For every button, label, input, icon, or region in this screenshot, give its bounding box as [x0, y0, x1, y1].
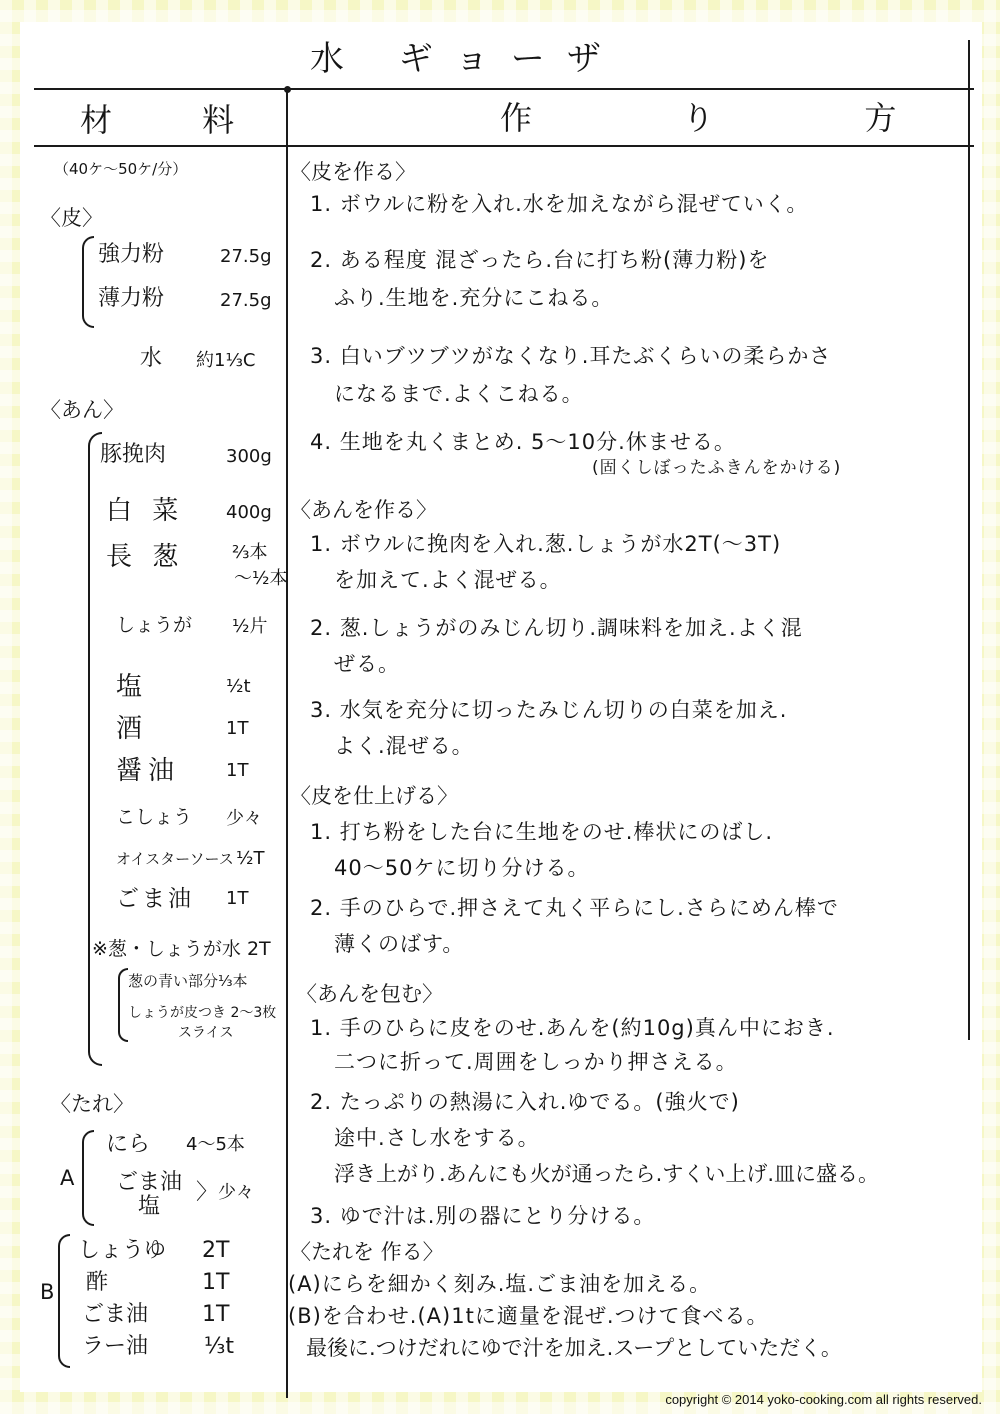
- copyright-notice: copyright © 2014 yoko-cooking.com all rights reserved.: [665, 1392, 982, 1407]
- ingredient-name: 塩: [138, 1194, 161, 1219]
- ingredient-name: 酒: [116, 714, 149, 744]
- method-line: 3. 水気を充分に切ったみじん切りの白菜を加え.: [310, 698, 788, 722]
- title-rule: [34, 88, 974, 90]
- ingredient-name: ごま油: [82, 1302, 149, 1327]
- ingredient-name: にら: [106, 1132, 151, 1157]
- sauce-a-qty: 少々: [218, 1182, 254, 1203]
- method-line: 二つに折って.周囲をしっかり押さえる。: [334, 1050, 738, 1074]
- note-bracket: [118, 968, 128, 1042]
- skin-section: 〈皮〉: [40, 206, 103, 230]
- wrap-method-title: 〈あんを包む〉: [296, 982, 443, 1006]
- ingredient-name: 長 葱: [106, 542, 185, 572]
- sauce-b-bracket: [58, 1234, 70, 1368]
- sauce-a-label: A: [60, 1166, 75, 1190]
- method-line: (A)にらを細かく刻み.塩.ごま油を加える。: [288, 1272, 712, 1296]
- ingredient-name: 酢: [86, 1270, 109, 1295]
- method-line: 1. 手のひらに皮をのせ.あんを(約10g)真ん中におき.: [310, 1016, 835, 1040]
- method-line: 2. ある程度 混ざったら.台に打ち粉(薄力粉)を: [310, 248, 770, 272]
- ingredient-name: ごま油: [116, 1170, 183, 1195]
- ingredient-qty: ½T: [236, 848, 265, 869]
- ingredient-qty: 1T: [226, 888, 249, 909]
- finish-method-title: 〈皮を仕上げる〉: [290, 784, 458, 808]
- method-heading: 作 り 方: [500, 99, 967, 137]
- ingredient-qty: 1T: [202, 1302, 230, 1327]
- method-line: 最後に.つけだれにゆで汁を加え.スープとしていただく。: [306, 1336, 842, 1360]
- ingredient-qty: ⅓t: [204, 1334, 234, 1359]
- method-line: 1. 打ち粉をした台に生地をのせ.棒状にのばし.: [310, 820, 774, 844]
- ingredient-name: 豚挽肉: [100, 442, 167, 467]
- header-rule: [34, 145, 974, 147]
- method-line: 浮き上がり.あんにも火が通ったら.すくい上げ.皿に盛る。: [334, 1162, 880, 1186]
- ingredient-qty: 27.5g: [220, 246, 272, 267]
- method-line: 1. ボウルに粉を入れ.水を加えながら混ぜていく。: [310, 192, 809, 216]
- sauce-b-label: B: [40, 1280, 55, 1304]
- ingredient-name: しょうゆ: [78, 1238, 167, 1263]
- filling-bracket: [88, 432, 102, 1066]
- shared-chevron: 〉: [196, 1180, 219, 1205]
- ingredient-qty-alt: ～½本: [234, 568, 288, 589]
- recipe-sheet: [20, 22, 982, 1392]
- ingredient-name: 強力粉: [98, 242, 165, 267]
- note-line: スライス: [178, 1025, 234, 1041]
- ingredient-qty: 少々: [226, 808, 262, 829]
- method-line: 3. ゆで汁は.別の器にとり分ける。: [310, 1204, 656, 1228]
- ingredient-name: 白 菜: [106, 496, 185, 526]
- ingredient-qty: ⅔本: [232, 542, 268, 563]
- ingredient-qty: 1T: [226, 760, 249, 781]
- water-name: 水: [140, 346, 163, 371]
- ingredient-qty: 400g: [226, 502, 272, 523]
- ingredient-name: こしょう: [116, 806, 193, 828]
- ingredient-qty: 2T: [202, 1238, 230, 1263]
- divider-dot: [284, 86, 291, 93]
- ingredient-name: オイスターソース: [116, 850, 234, 868]
- method-line: ぜる。: [334, 652, 400, 676]
- ingredient-qty: 1T: [202, 1270, 230, 1295]
- ingredient-name: ごま油: [116, 886, 194, 912]
- method-line: ふり.生地を.充分にこねる。: [334, 286, 614, 310]
- note-line: しょうが皮つき 2～3枚: [128, 1005, 277, 1021]
- ingredient-name: しょうが: [116, 614, 193, 636]
- method-line: 3. 白いブツブツがなくなり.耳たぶくらいの柔らかさ: [310, 344, 832, 368]
- method-line: 4. 生地を丸くまとめ. 5～10分.休ませる。: [310, 430, 736, 454]
- filling-method-title: 〈あんを作る〉: [290, 498, 437, 522]
- method-line: 40～50ケに切り分ける。: [334, 856, 590, 880]
- method-line: 薄くのばす。: [334, 932, 465, 956]
- ingredient-name: 醤油: [116, 756, 181, 786]
- ingredient-qty: 27.5g: [220, 290, 272, 311]
- sauce-a-bracket: [82, 1130, 94, 1226]
- ingredient-name: ラー油: [82, 1334, 149, 1359]
- method-line: 2. 手のひらで.押さえて丸く平らにし.さらにめん棒で: [310, 896, 839, 920]
- water-qty: 約1⅓C: [196, 350, 256, 371]
- column-divider: [286, 88, 288, 1398]
- method-line: を加えて.よく混ぜる。: [334, 568, 562, 592]
- skin-method-title: 〈皮を作る〉: [290, 160, 416, 184]
- method-line: よく.混ぜる。: [334, 734, 474, 758]
- yield: （40ケ～50ケ/分）: [54, 160, 188, 178]
- ingredient-qty: 1T: [226, 718, 249, 739]
- sauce-section: 〈たれ〉: [50, 1092, 134, 1116]
- method-line: (B)を合わせ.(A)1tに適量を混ぜ.つけて食べる。: [288, 1304, 769, 1328]
- filling-section: 〈あん〉: [40, 398, 124, 422]
- method-line: 途中.さし水をする。: [334, 1126, 540, 1150]
- method-line: (固くしぼったふきんをかける): [592, 458, 842, 478]
- sauce-method-title: 〈たれを 作る〉: [290, 1240, 444, 1264]
- method-line: 2. 葱.しょうがのみじん切り.調味料を加え.よく混: [310, 616, 803, 640]
- ingredient-name: 塩: [116, 672, 149, 702]
- ingredient-qty: 300g: [226, 446, 272, 467]
- right-border: [968, 40, 970, 1040]
- ingredient-qty: 4～5本: [186, 1134, 245, 1155]
- skin-bracket: [82, 236, 94, 328]
- method-line: 1. ボウルに挽肉を入れ.葱.しょうが水2T(～3T): [310, 532, 782, 556]
- note-line: 葱の青い部分⅓本: [128, 972, 248, 990]
- ingredients-heading: 材 料: [80, 101, 275, 139]
- ingredient-qty: ½片: [232, 616, 268, 637]
- recipe-title: 水 ギョーザ: [310, 39, 623, 79]
- method-line: 2. たっぷりの熱湯に入れ.ゆでる。(強火で): [310, 1090, 740, 1114]
- method-line: になるまで.よくこねる。: [334, 382, 584, 406]
- ingredient-qty: ½t: [226, 676, 251, 697]
- ingredient-name: 薄力粉: [98, 286, 165, 311]
- note-title: ※葱・しょうが水 2T: [92, 938, 271, 960]
